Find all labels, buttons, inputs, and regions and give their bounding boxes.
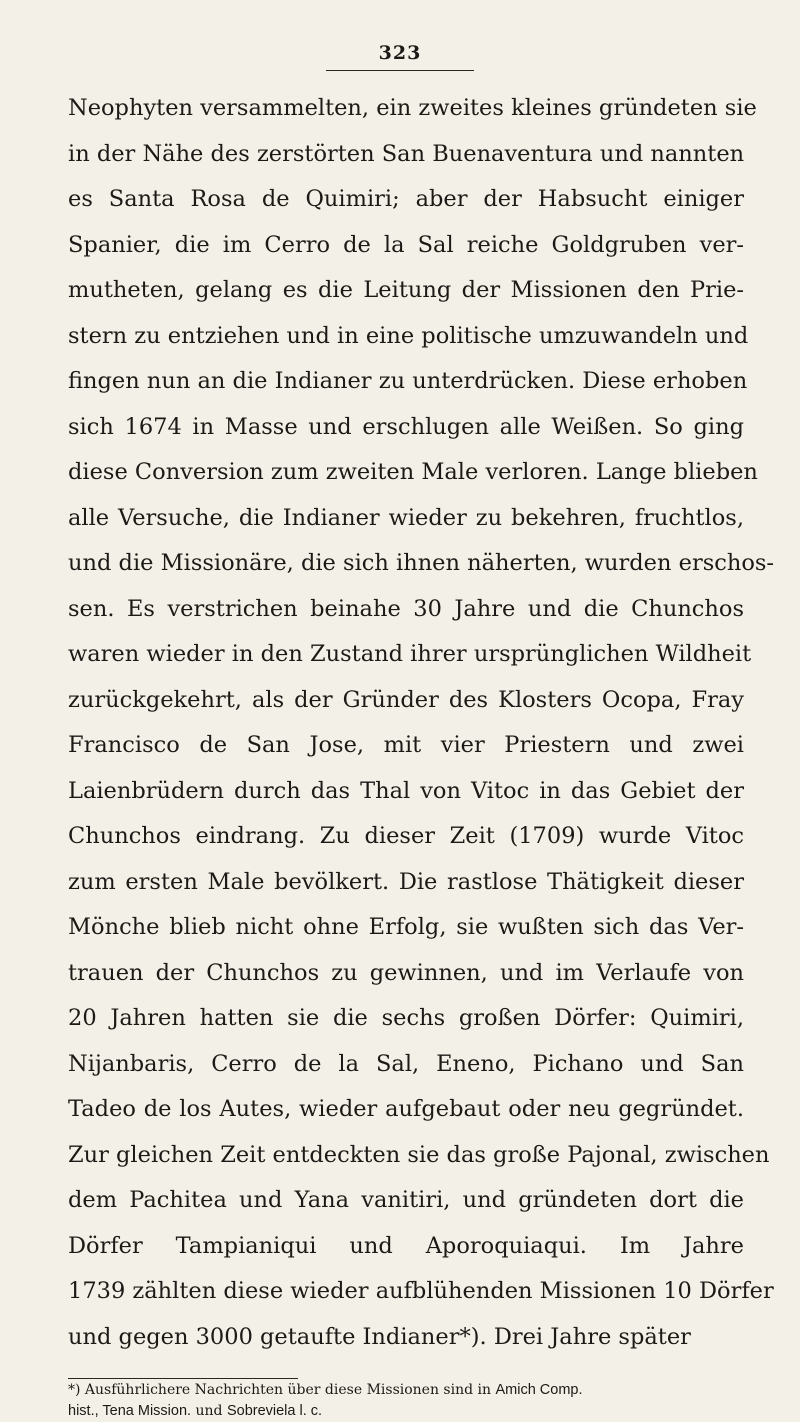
text-line: diese Conversion zum zweiten Male verloren. Lange blieben: [68, 459, 758, 485]
text-line: Dörfer Tampianiqui und Aporoquiaqui. Im Jahre: [68, 1232, 744, 1259]
text-line: 1739 zählten diese wieder aufblühenden Missionen 10 Dörfer: [68, 1278, 774, 1304]
text-line: 20 Jahren hatten sie die sechs großen Dörfer: Quimiri,: [68, 1005, 744, 1031]
footnote-line-1: [68, 1380, 744, 1401]
footnote-text: Ausführlichere Nachrichten über diese Missionen sind in: [84, 1382, 492, 1398]
text-line: sich 1674 in Masse und erschlugen alle Weißen. So ging: [68, 413, 744, 440]
text-line: Spanier, die im Cerro de la Sal reiche Goldgruben ver-: [68, 231, 744, 258]
text-line: alle Versuche, die Indianer wieder zu bekehren, fruchtlos,: [68, 504, 744, 531]
text-line: Nijanbaris, Cerro de la Sal, Eneno, Pichano und San: [68, 1050, 744, 1077]
text-line: und gegen 3000 getaufte Indianer*). Drei Jahre später: [68, 1323, 691, 1350]
text-line: Laienbrüdern durch das Thal von Vitoc in das Gebiet der: [68, 777, 744, 804]
footnote-separator: [68, 1378, 298, 1379]
footnote-text: und: [195, 1403, 223, 1419]
text-line: in der Nähe des zerstörten San Buenaventura und nannten: [68, 140, 745, 167]
footnote: [68, 1380, 744, 1422]
text-line: zum ersten Male bevölkert. Die rastlose Thätigkeit dieser: [68, 868, 744, 895]
footnote-citation: Amich Comp.: [495, 1382, 583, 1398]
text-line: trauen der Chunchos zu gewinnen, und im Verlaufe von: [68, 959, 744, 986]
body-text: [68, 86, 775, 1360]
footnote-citation: Sobreviela l. c.: [226, 1403, 323, 1419]
text-line: Chunchos eindrang. Zu dieser Zeit (1709) wurde Vitoc: [68, 823, 744, 849]
text-line: Francisco de San Jose, mit vier Priestern und zwei: [68, 732, 744, 758]
page-number: 323: [378, 42, 422, 64]
text-line: dem Pachitea und Yana vanitiri, und gründeten dort die: [68, 1187, 744, 1213]
text-line: Zur gleichen Zeit entdeckten sie das große Pajonal, zwischen: [68, 1141, 770, 1168]
text-line: waren wieder in den Zustand ihrer ursprünglichen Wildheit: [68, 641, 752, 667]
text-line: fingen nun an die Indianer zu unterdrücken. Diese erhoben: [68, 368, 748, 394]
text-line: stern zu entziehen und in eine politische umzuwandeln und: [68, 322, 749, 349]
text-line: Tadeo de los Autes, wieder aufgebaut oder neu gegründet.: [68, 1096, 744, 1122]
text-line: mutheten, gelang es die Leitung der Missionen den Prie-: [68, 277, 744, 303]
text-line: Mönche blieb nicht ohne Erfolg, sie wußten sich das Ver-: [68, 914, 744, 940]
text-line: sen. Es verstrichen beinahe 30 Jahre und die Chunchos: [68, 595, 744, 622]
footnote-citation: hist., Tena Mission.: [68, 1403, 192, 1419]
text-line: und die Missionäre, die sich ihnen näherten, wurden erschos-: [68, 550, 775, 576]
footnote-line-2: [68, 1401, 744, 1422]
page-number-underline: [326, 70, 474, 71]
footnote-marker: *): [68, 1382, 81, 1398]
text-line: Neophyten versammelten, ein zweites kleines gründeten sie: [68, 95, 757, 121]
text-line: es Santa Rosa de Quimiri; aber der Habsucht einiger: [68, 186, 744, 212]
text-line: zurückgekehrt, als der Gründer des Klosters Ocopa, Fray: [68, 686, 744, 713]
